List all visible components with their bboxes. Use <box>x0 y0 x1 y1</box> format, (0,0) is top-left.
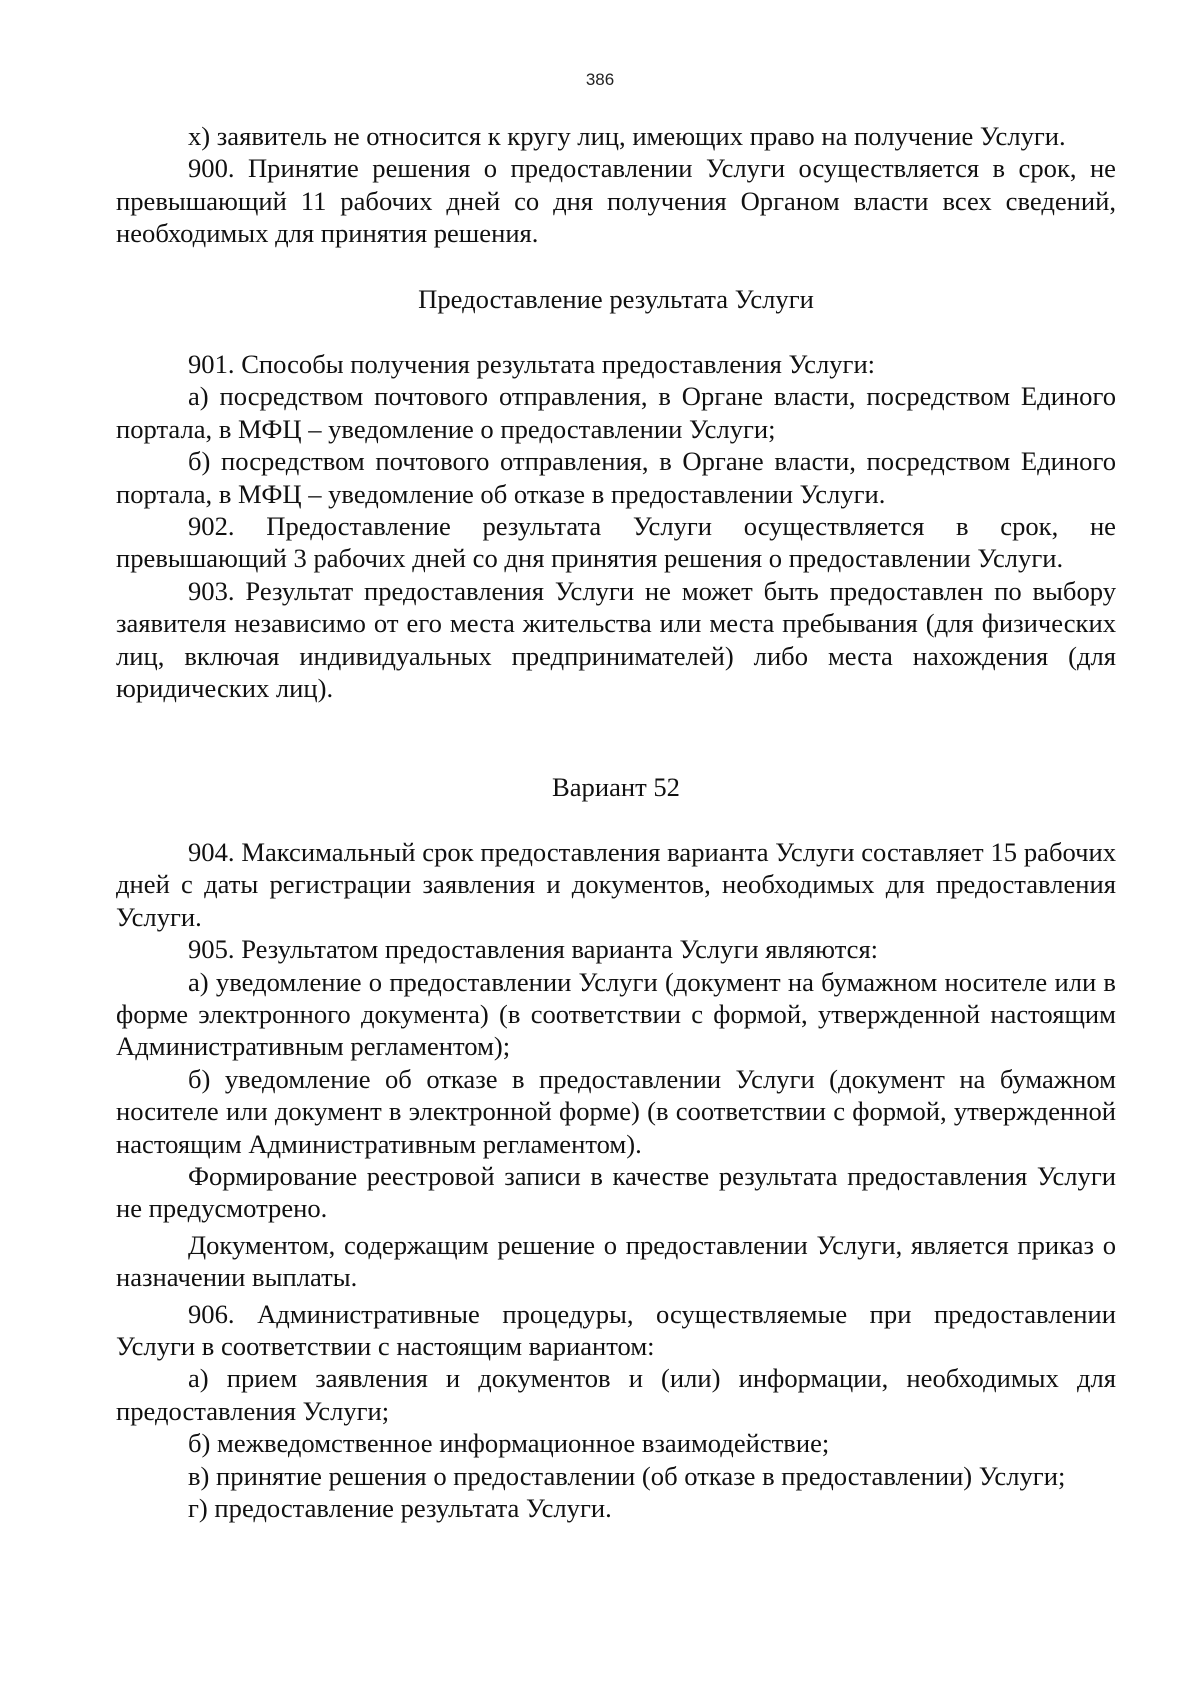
paragraph-905-a: а) уведомление о предоставлении Услуги (документ на бумажном носителе или в форме электронного документа) (в соответствии с формой, утвержденной настоящим Административным регламентом); <box>116 966 1116 1062</box>
paragraph-decision-document: Документом, содержащим решение о предоставлении Услуги, является приказ о назначении выплаты. <box>116 1229 1116 1293</box>
paragraph-903: 903. Результат предоставления Услуги не может быть предоставлен по выбору заявителя независимо от его места жительства или места пребывания (для физических лиц, включая индивидуальных предпринимателей) либо места нахождения (для юридических лиц). <box>116 575 1116 704</box>
page-number: 386 <box>585 70 615 89</box>
paragraph-906: 906. Административные процедуры, осуществляемые при предоставлении Услуги в соответствии с настоящим вариантом: <box>116 1298 1116 1361</box>
paragraph-900: 900. Принятие решения о предоставлении Услуги осуществляется в срок, не превышающий 11 рабочих дней со дня получения Органом власти всех сведений, необходимых для принятия решения. <box>116 153 1116 249</box>
paragraph-902: 902. Предоставление результата Услуги осуществляется в срок, не превышающий 3 рабочих дней со дня принятия решения о предоставлении Услуги. <box>116 511 1116 574</box>
paragraph-item-x: х) заявитель не относится к кругу лиц, имеющих право на получение Услуги. <box>188 121 1066 151</box>
paragraph-906-a: а) прием заявления и документов и (или) информации, необходимых для предоставления Услуги; <box>116 1363 1116 1426</box>
paragraph-901-b: б) посредством почтового отправления, в Органе власти, посредством Единого портала, в МФЦ – уведомление об отказе в предоставлении Услуги. <box>116 446 1116 509</box>
paragraph-906-b: б) межведомственное информационное взаимодействие; <box>188 1428 830 1459</box>
paragraph-906-g: г) предоставление результата Услуги. <box>188 1493 612 1524</box>
paragraph-905: 905. Результатом предоставления варианта Услуги являются: <box>188 934 879 965</box>
paragraph-901-a: а) посредством почтового отправления, в Органе власти, посредством Единого портала, в МФЦ – уведомление о предоставлении Услуги; <box>116 381 1116 444</box>
document-body <box>116 120 1116 1524</box>
section-heading-variant: Вариант 52 <box>552 771 680 802</box>
paragraph-904: 904. Максимальный срок предоставления варианта Услуги составляет 15 рабочих дней с даты регистрации заявления и документов, необходимых для предоставления Услуги. <box>116 836 1116 932</box>
paragraph-registry: Формирование реестровой записи в качестве результата предоставления Услуги не предусмотрено. <box>116 1160 1116 1224</box>
paragraph-906-v: в) принятие решения о предоставлении (об отказе в предоставлении) Услуги; <box>188 1460 1066 1491</box>
section-heading-result: Предоставление результата Услуги <box>418 283 814 314</box>
paragraph-905-b: б) уведомление об отказе в предоставлении Услуги (документ на бумажном носителе или документ в электронной форме) (в соответствии с формой, утвержденной настоящим Административным регламентом). <box>116 1063 1116 1159</box>
paragraph-901: 901. Способы получения результата предоставления Услуги: <box>188 349 876 380</box>
